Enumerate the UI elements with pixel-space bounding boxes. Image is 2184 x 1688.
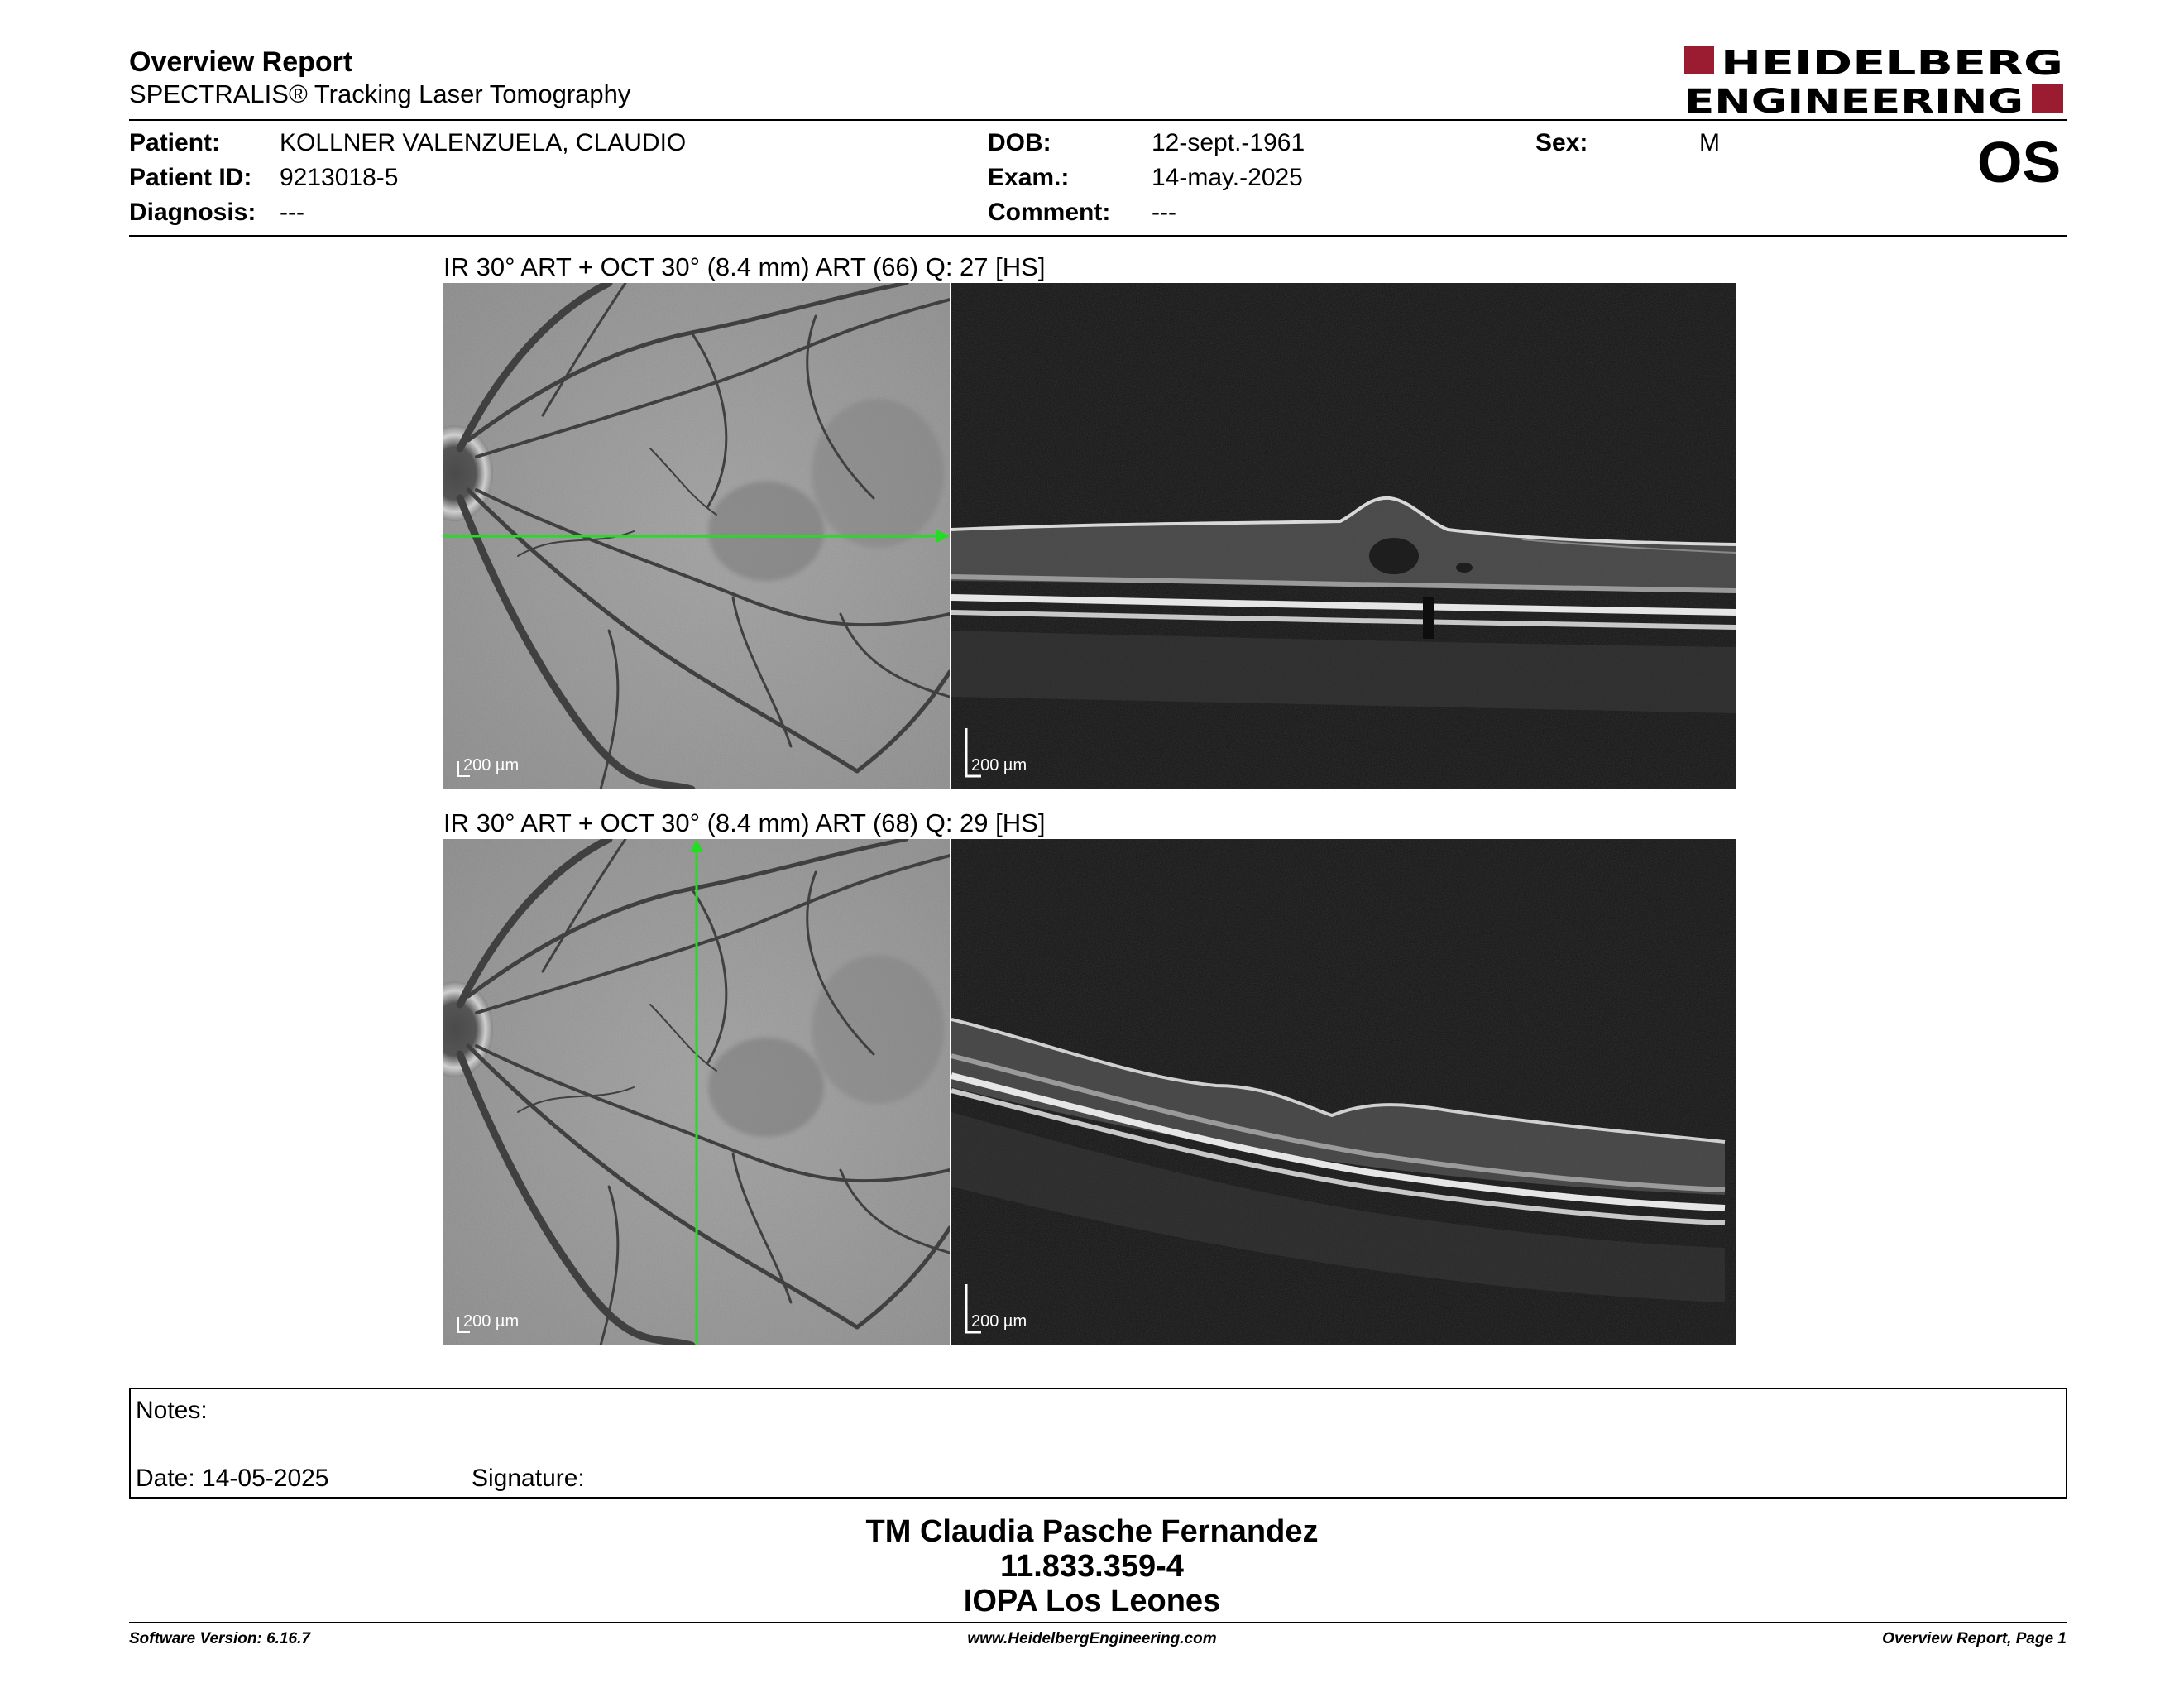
sex-label: Sex: (1535, 129, 1588, 156)
page-number: Overview Report, Page 1 (1882, 1630, 2067, 1647)
report-title: Overview Report (129, 46, 353, 78)
eye-indicator: OS (1977, 130, 2062, 194)
sex-value: M (1699, 129, 1720, 156)
report-subtitle: SPECTRALIS® Tracking Laser Tomography (129, 79, 631, 108)
dob-label: DOB: (988, 129, 1051, 156)
scan-1-oct-image (951, 283, 1736, 789)
svg-text:ENGINEERING: ENGINEERING (1684, 83, 2024, 117)
patient-id: 9213018-5 (280, 164, 399, 191)
scan-1-caption: IR 30° ART + OCT 30° (8.4 mm) ART (66) Q: 27 [HS] (443, 252, 1046, 281)
scan-1-ir-image (443, 283, 950, 789)
dob-value: 12-sept.-1961 (1152, 129, 1305, 156)
stamp-id: 11.833.359-4 (1000, 1549, 1184, 1584)
diagnosis-label: Diagnosis: (129, 199, 256, 226)
website-link[interactable]: www.HeidelbergEngineering.com (967, 1630, 1217, 1647)
scan-2-oct-image (951, 839, 1736, 1345)
patient-name: KOLLNER VALENZUELA, CLAUDIO (280, 129, 687, 156)
comment-label: Comment: (988, 199, 1111, 226)
patient-label: Patient: (129, 129, 221, 156)
heidelberg-logo (1684, 45, 2065, 117)
scan-1-oct-scale: 200 µm (971, 756, 1027, 774)
scan-2-oct-scale: 200 µm (971, 1312, 1027, 1331)
diagnosis-value: --- (280, 199, 304, 226)
exam-value: 14-may.-2025 (1152, 164, 1303, 191)
notes-label: Notes: (136, 1397, 208, 1424)
footer-rule (129, 1622, 2067, 1623)
signature-label: Signature: (472, 1465, 585, 1492)
scan-1-ir-scale: 200 µm (463, 756, 520, 774)
header-rule (129, 119, 2067, 121)
exam-label: Exam.: (988, 164, 1070, 191)
scan-2-ir-image (443, 839, 950, 1345)
svg-text:HEIDELBERG: HEIDELBERG (1721, 45, 2063, 83)
patient-id-label: Patient ID: (129, 164, 252, 191)
comment-value: --- (1152, 199, 1176, 226)
date-label: Date: 14-05-2025 (136, 1465, 329, 1492)
scan-2-ir-scale: 200 µm (463, 1312, 520, 1331)
stamp-institution: IOPA Los Leones (963, 1584, 1221, 1618)
stamp-name: TM Claudia Pasche Fernandez (865, 1514, 1319, 1549)
software-version: Software Version: 6.16.7 (129, 1630, 310, 1647)
info-rule (129, 235, 2067, 237)
notes-box (129, 1388, 2067, 1499)
scan-2-caption: IR 30° ART + OCT 30° (8.4 mm) ART (68) Q: 29 [HS] (443, 808, 1046, 837)
